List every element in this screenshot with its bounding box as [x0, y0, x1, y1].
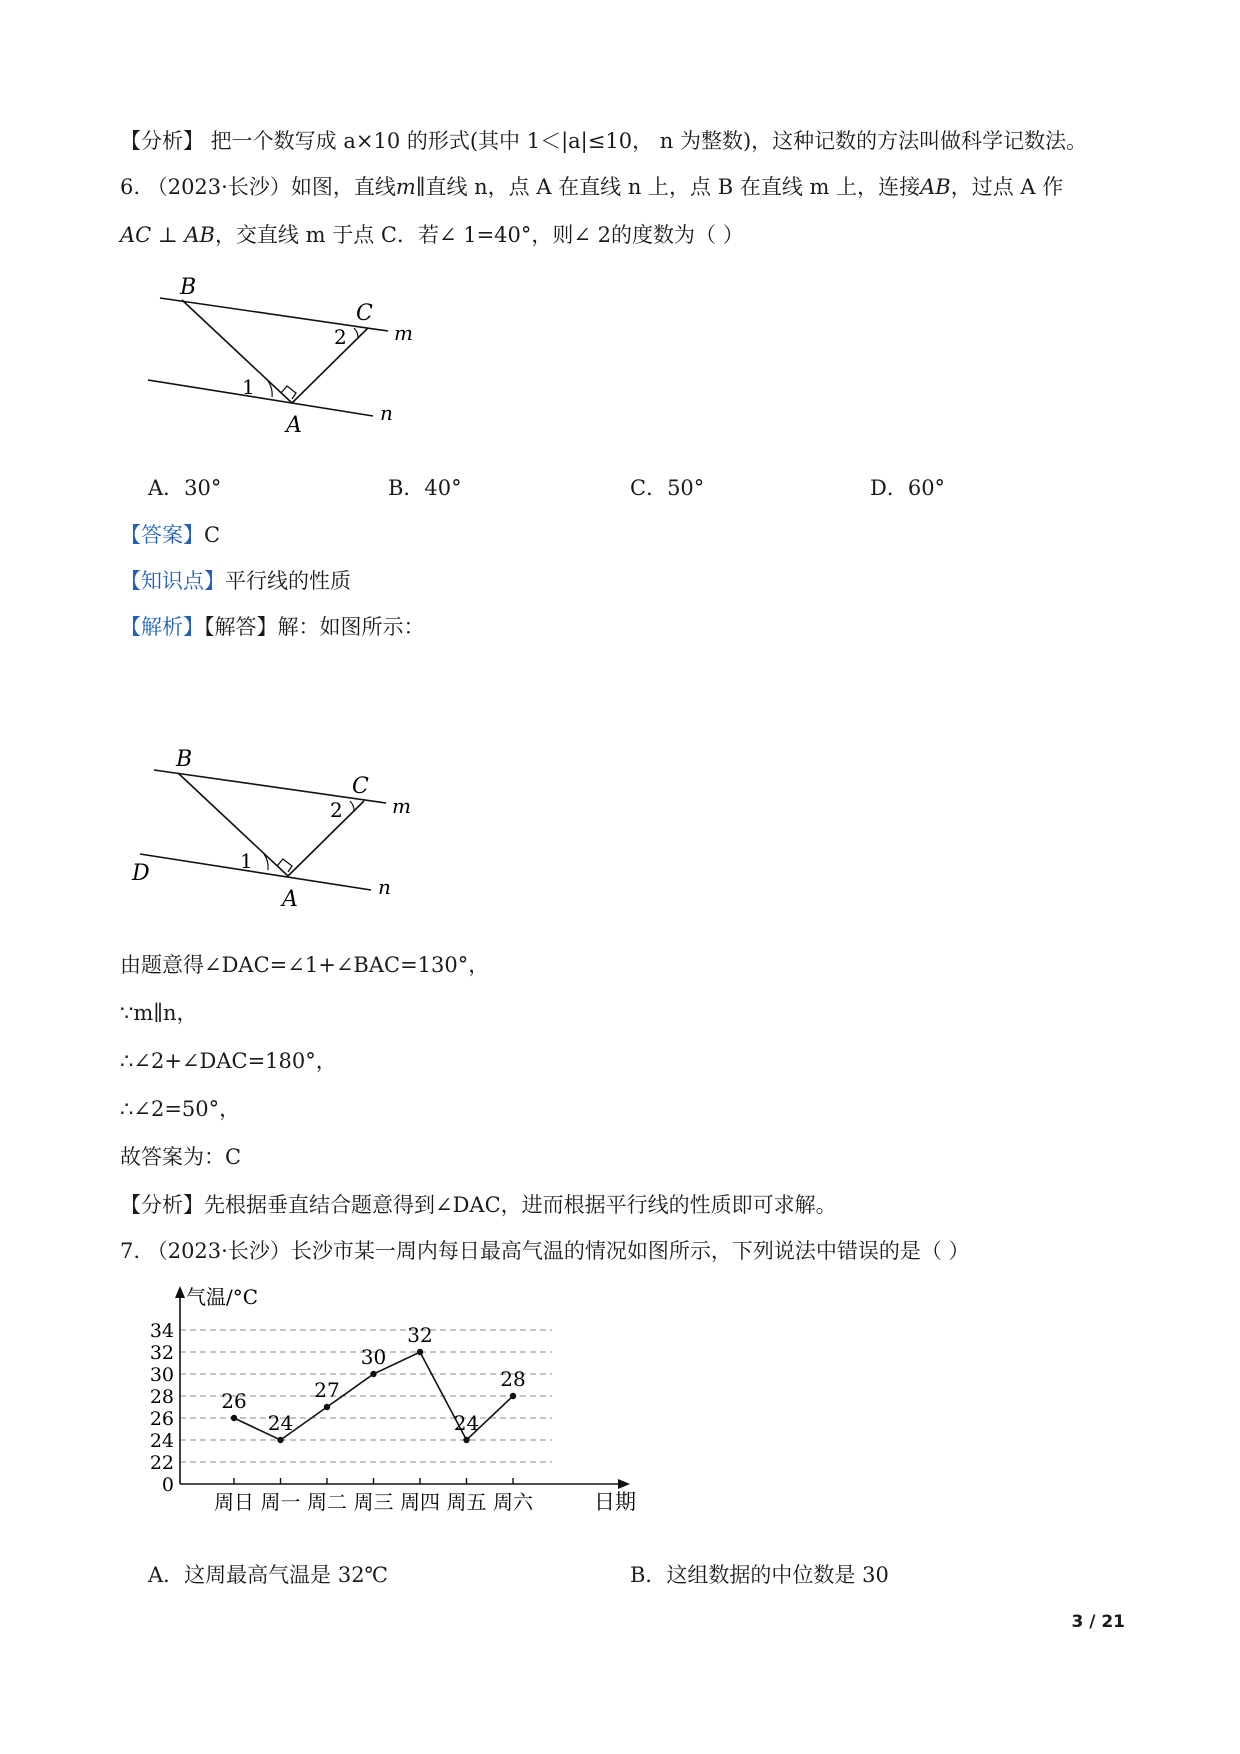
chart-data-point: [510, 1393, 516, 1399]
solution-step-1: 由题意得∠DAC=∠1+∠BAC=130°，: [120, 953, 490, 977]
chart-x-tick-label: 周一: [260, 1490, 301, 1514]
chart-data-label: 28: [500, 1367, 526, 1391]
q6-m: m: [395, 175, 416, 199]
solution-subtag: 【解答】: [204, 615, 278, 639]
chart-y-tick-label: 28: [149, 1386, 174, 1408]
solution-tag: 【解析】: [120, 615, 204, 639]
solution-intro: 解：如图所示：: [277, 615, 425, 639]
chart-data-point: [324, 1404, 330, 1410]
q6-answer: [120, 520, 220, 550]
q6-option-a: A．30°: [148, 476, 222, 500]
fig2-label-m: m: [392, 794, 411, 818]
chart-data-point: [463, 1437, 469, 1443]
fig1-label-2: 2: [334, 325, 347, 349]
fig1-label-n: n: [380, 401, 393, 425]
q6-head: 6. （2023·长沙）如图，直线: [120, 175, 396, 199]
q6-analysis: [120, 1190, 837, 1220]
chart-data-point: [370, 1371, 376, 1377]
chart-x-tick-label: 周五: [446, 1490, 487, 1514]
previous-analysis-line: [120, 126, 1087, 156]
fig2-label-1: 1: [240, 849, 253, 873]
chart-x-tick-label: 周三: [353, 1490, 394, 1514]
analysis-text: 把一个数写成 a×10 的形式(其中 1＜|a|≤10， n 为整数)，这种记数的方法叫做科学记数法。: [204, 129, 1088, 153]
chart-x-tick-label: 周日: [214, 1490, 254, 1514]
q6-solution-header: [120, 612, 425, 642]
chart-y-tick-label: 34: [149, 1320, 174, 1342]
q6-line2-text: ，交直线 m 于点 C．若∠ 1=40°，则∠ 2的度数为（ ）: [214, 223, 744, 247]
fig2-label-a: A: [282, 887, 298, 912]
fig2-label-b: B: [176, 747, 193, 772]
q6-stem-line2: [120, 220, 744, 250]
q6-tail: ，过点 A 作: [950, 175, 1064, 199]
analysis-tag: 【分析】: [120, 1193, 204, 1217]
fig1-label-b: B: [180, 275, 197, 300]
knowledge-value: 平行线的性质: [225, 569, 351, 593]
solution-step-5: 故答案为：C: [120, 1145, 242, 1169]
answer-value: C: [204, 523, 221, 547]
chart-y-tick-label: 26: [149, 1408, 174, 1430]
chart-data-label: 30: [360, 1345, 387, 1369]
chart-data-label: 26: [221, 1389, 247, 1413]
geometry-figure-solution: [124, 740, 444, 915]
q6-option-d: D．60°: [870, 476, 946, 500]
chart-y-tick-label: 32: [149, 1342, 174, 1364]
q6-option-c: C．50°: [630, 476, 705, 500]
fig1-label-c: C: [356, 301, 373, 326]
fig1-label-m: m: [394, 321, 413, 345]
chart-y-tick-label: 22: [149, 1452, 174, 1474]
chart-data-label: 24: [453, 1411, 480, 1435]
q7-stem: 7. （2023·长沙）长沙市某一周内每日最高气温的情况如图所示，下列说法中错误的是（ ）: [120, 1239, 970, 1263]
q6-math: AC ⊥ AB: [120, 223, 215, 247]
solution-step-2: ∵m∥n，: [120, 1001, 198, 1025]
fig2-label-n: n: [378, 875, 391, 899]
chart-y-axis-label: 气温/°C: [186, 1285, 259, 1309]
fig2-label-2: 2: [330, 798, 343, 822]
q6-ab: AB: [920, 175, 951, 199]
q6-option-b: B．40°: [388, 476, 462, 500]
fig1-label-a: A: [286, 413, 302, 438]
chart-x-axis-label: 日期: [594, 1490, 636, 1514]
q6-mid: ∥直线 n，点 A 在直线 n 上，点 B 在直线 m 上，连接: [415, 175, 921, 199]
analysis-text: 先根据垂直结合题意得到∠DAC，进而根据平行线的性质即可求解。: [204, 1193, 837, 1217]
q7-option-a: A．这周最高气温是 32℃: [148, 1563, 389, 1587]
chart-data-label: 24: [267, 1411, 294, 1435]
chart-x-tick-label: 周四: [400, 1490, 440, 1514]
chart-data-point: [277, 1437, 283, 1443]
chart-data-point: [417, 1349, 423, 1355]
fig2-label-c: C: [352, 774, 369, 799]
page-number: 3 / 21: [1071, 1612, 1125, 1632]
chart-y-tick-label: 0: [161, 1474, 174, 1496]
q6-knowledge-point: [120, 566, 351, 596]
chart-y-tick-label: 24: [149, 1430, 174, 1452]
chart-data-label: 27: [314, 1378, 340, 1402]
solution-step-3: ∴∠2+∠DAC=180°，: [120, 1049, 337, 1073]
chart-data-point: [231, 1415, 237, 1421]
analysis-tag: 【分析】: [120, 129, 204, 153]
fig2-label-d: D: [132, 861, 150, 886]
answer-tag: 【答案】: [120, 523, 204, 547]
chart-data-label: 32: [407, 1323, 433, 1347]
chart-x-tick-label: 周二: [307, 1490, 347, 1514]
q6-stem-line1: [120, 172, 1063, 202]
solution-step-4: ∴∠2=50°，: [120, 1097, 241, 1121]
knowledge-tag: 【知识点】: [120, 569, 225, 593]
fig1-label-1: 1: [242, 375, 255, 399]
q7-option-b: B．这组数据的中位数是 30: [630, 1563, 889, 1587]
temperature-line-chart: [124, 1282, 644, 1522]
chart-y-tick-label: 30: [149, 1364, 174, 1386]
geometry-figure-question: [130, 268, 440, 438]
chart-x-tick-label: 周六: [493, 1490, 533, 1514]
